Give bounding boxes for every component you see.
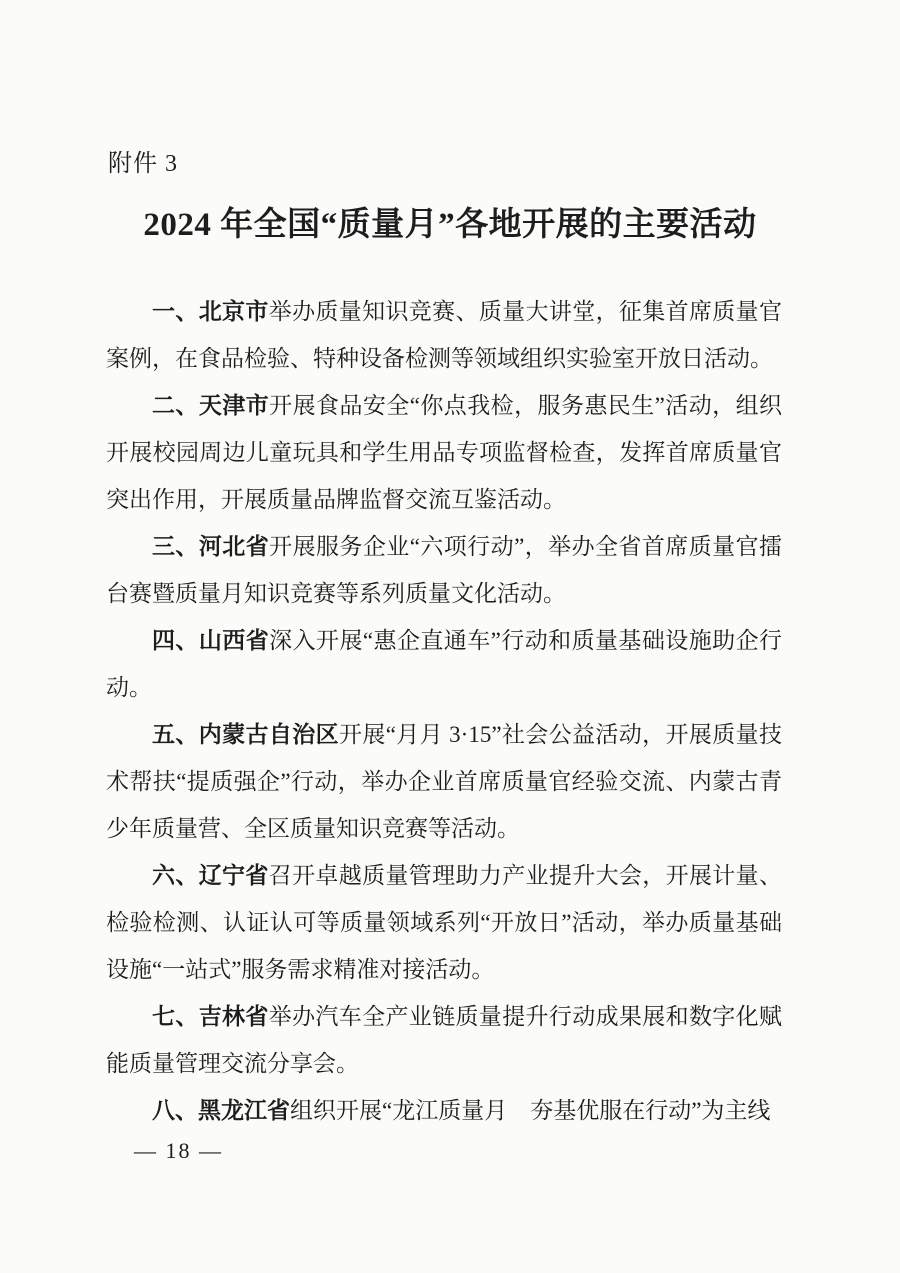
paragraph-text: 举办汽车全产业链质量提升行动成果展和数字化赋能质量管理交流分享会。 [106, 1004, 783, 1076]
paragraph [106, 852, 782, 993]
paragraph [106, 523, 782, 617]
paragraph-text: 深入开展“惠企直通车”行动和质量基础设施助企行动。 [106, 628, 783, 700]
paragraph [106, 1087, 782, 1134]
paragraph-lead: 四、山西省 [152, 627, 270, 653]
paragraph [106, 711, 782, 852]
paragraph-lead: 八、黑龙江省 [152, 1097, 290, 1123]
paragraph-text: 召开卓越质量管理助力产业提升大会，开展计量、检验检测、认证认可等质量领域系列“开放日”活动，举办质量基础设施“一站式”服务需求精准对接活动。 [106, 863, 783, 982]
paragraph-text: 开展服务企业“六项行动”，举办全省首席质量官擂台赛暨质量月知识竞赛等系列质量文化活动。 [106, 534, 783, 606]
paragraph [106, 617, 782, 711]
paragraph-text: 组织开展“龙江质量月 夯基优服在行动”为主线 [290, 1098, 771, 1123]
paragraph-text: 举办质量知识竞赛、质量大讲堂，征集首席质量官案例，在食品检验、特种设备检测等领域组织实验室开放日活动。 [106, 299, 783, 371]
page-number: — 18 — [134, 1138, 223, 1163]
paragraph [106, 382, 782, 523]
paragraph-lead: 五、内蒙古自治区 [152, 721, 339, 747]
page-title: 2024 年全国“质量月”各地开展的主要活动 [143, 207, 757, 243]
paragraph-lead: 七、吉林省 [152, 1003, 269, 1029]
document-body [106, 288, 782, 1134]
paragraph-lead: 三、河北省 [152, 533, 270, 559]
paragraph [106, 993, 782, 1087]
paragraph-lead: 二、天津市 [152, 392, 270, 418]
attachment-label: 附件 3 [108, 151, 178, 177]
paragraph-lead: 六、辽宁省 [152, 862, 269, 888]
paragraph-text: 开展“月月 3·15”社会公益活动，开展质量技术帮扶“提质强企”行动，举办企业首席质量官经验交流、内蒙古青少年质量营、全区质量知识竞赛等活动。 [106, 722, 783, 841]
paragraph-text: 开展食品安全“你点我检，服务惠民生”活动，组织开展校园周边儿童玩具和学生用品专项监督检查，发挥首席质量官突出作用，开展质量品牌监督交流互鉴活动。 [106, 393, 783, 512]
paragraph-lead: 一、北京市 [152, 298, 269, 324]
paragraph [106, 288, 782, 382]
